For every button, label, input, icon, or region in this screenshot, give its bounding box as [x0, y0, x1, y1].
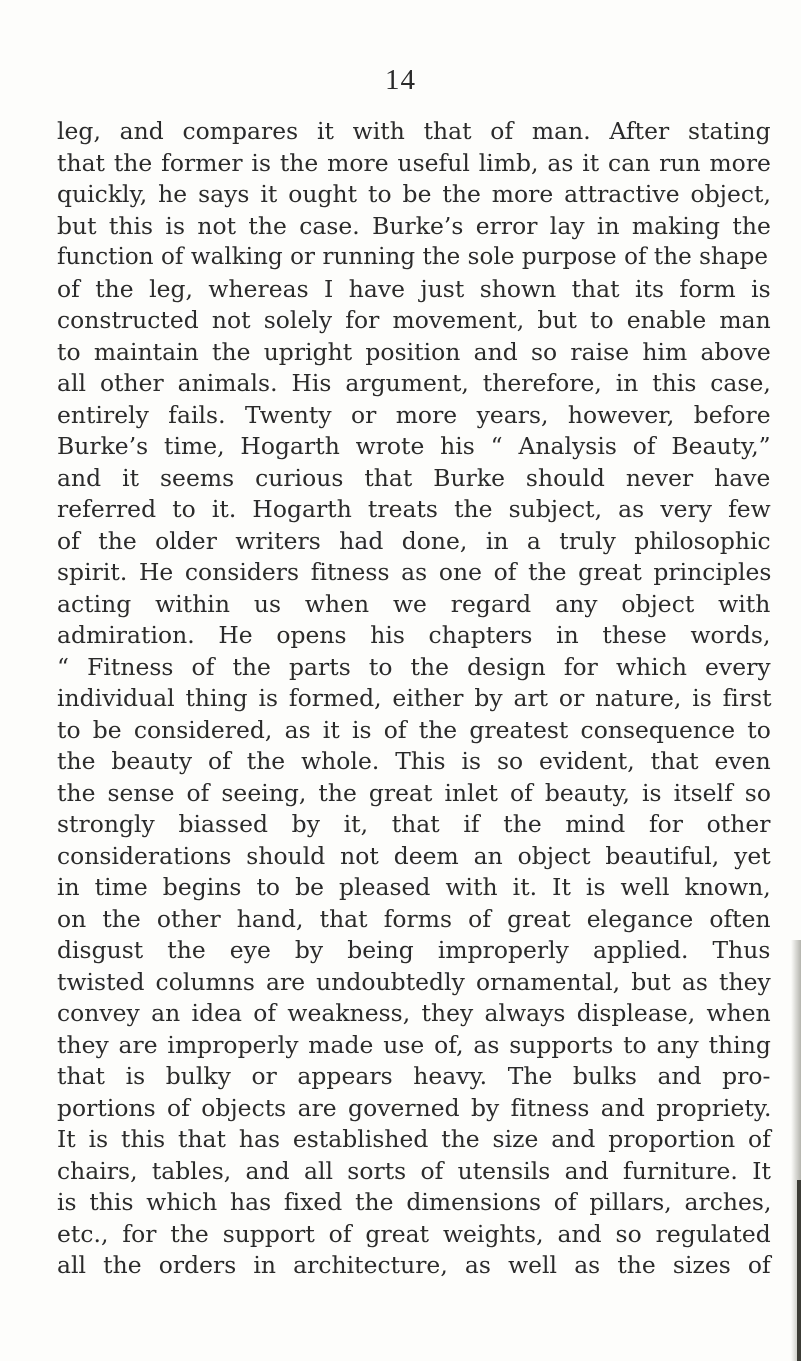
text-line-19: individual thing is formed, either by art or nature, is first	[57, 684, 772, 712]
text-line-24: considerations should not deem an object beautiful, yet	[57, 841, 771, 870]
text-line-7: constructed not solely for movement, but to enable man	[57, 306, 771, 334]
text-line-6: of the leg, whereas I have just shown that its form is	[57, 274, 771, 303]
text-line-22: the sense of seeing, the great inlet of beauty, is itself so	[57, 778, 771, 807]
text-line-18: “ Fitness of the parts to the design for which every	[57, 652, 771, 681]
text-line-27: disgust the eye by being improperly applied. Thus	[57, 936, 771, 964]
text-line-23: strongly biassed by it, that if the mind for other	[57, 810, 771, 838]
text-line-34: chairs, tables, and all sorts of utensils and furniture. It	[57, 1156, 771, 1185]
text-line-15: spirit. He considers fitness as one of the great principles	[57, 558, 772, 586]
text-line-20: to be considered, as it is of the greatest consequence to	[57, 715, 771, 744]
text-line-2: that the former is the more useful limb, as it can run more	[57, 148, 771, 177]
text-line-26: on the other hand, that forms of great elegance often	[57, 904, 771, 933]
text-line-25: in time begins to be pleased with it. It is well known,	[57, 873, 771, 901]
text-line-4: but this is not the case. Burke’s error lay in making the	[57, 211, 771, 240]
page-edge-binding	[797, 1180, 801, 1361]
page-number: 14	[385, 64, 416, 96]
body-text	[57, 116, 772, 1282]
text-line-33: It is this that has established the size and proportion of	[57, 1125, 771, 1153]
text-line-17: admiration. He opens his chapters in these words,	[57, 621, 771, 649]
text-line-11: Burke’s time, Hogarth wrote his “ Analysis of Beauty,”	[57, 432, 771, 460]
text-line-13: referred to it. Hogarth treats the subject, as very few	[57, 495, 771, 523]
text-line-37: all the orders in architecture, as well as the sizes of	[57, 1251, 771, 1279]
text-line-10: entirely fails. Twenty or more years, however, before	[57, 400, 771, 429]
text-line-32: portions of objects are governed by fitness and propriety.	[57, 1093, 772, 1122]
text-line-3: quickly, he says it ought to be the more attractive object,	[57, 180, 771, 208]
text-line-1: leg, and compares it with that of man. After stating	[57, 117, 771, 145]
text-line-14: of the older writers had done, in a truly philosophic	[57, 526, 771, 555]
text-line-8: to maintain the upright position and so raise him above	[57, 337, 771, 366]
text-line-29: convey an idea of weakness, they always displease, when	[57, 999, 771, 1027]
text-line-21: the beauty of the whole. This is so evident, that even	[57, 747, 771, 775]
text-line-28: twisted columns are undoubtedly ornamental, but as they	[57, 967, 771, 996]
text-line-16: acting within us when we regard any object with	[57, 589, 771, 618]
text-line-9: all other animals. His argument, therefore, in this case,	[57, 369, 771, 397]
text-line-31: that is bulky or appears heavy. The bulks and pro-	[57, 1062, 771, 1090]
text-line-12: and it seems curious that Burke should never have	[57, 463, 771, 492]
text-line-36: etc., for the support of great weights, and so regulated	[57, 1219, 771, 1248]
text-line-5: function of walking or running the sole purpose of the shape	[57, 244, 768, 270]
text-line-30: they are improperly made use of, as supports to any thing	[57, 1030, 771, 1059]
text-line-35: is this which has fixed the dimensions of pillars, arches,	[57, 1188, 772, 1216]
